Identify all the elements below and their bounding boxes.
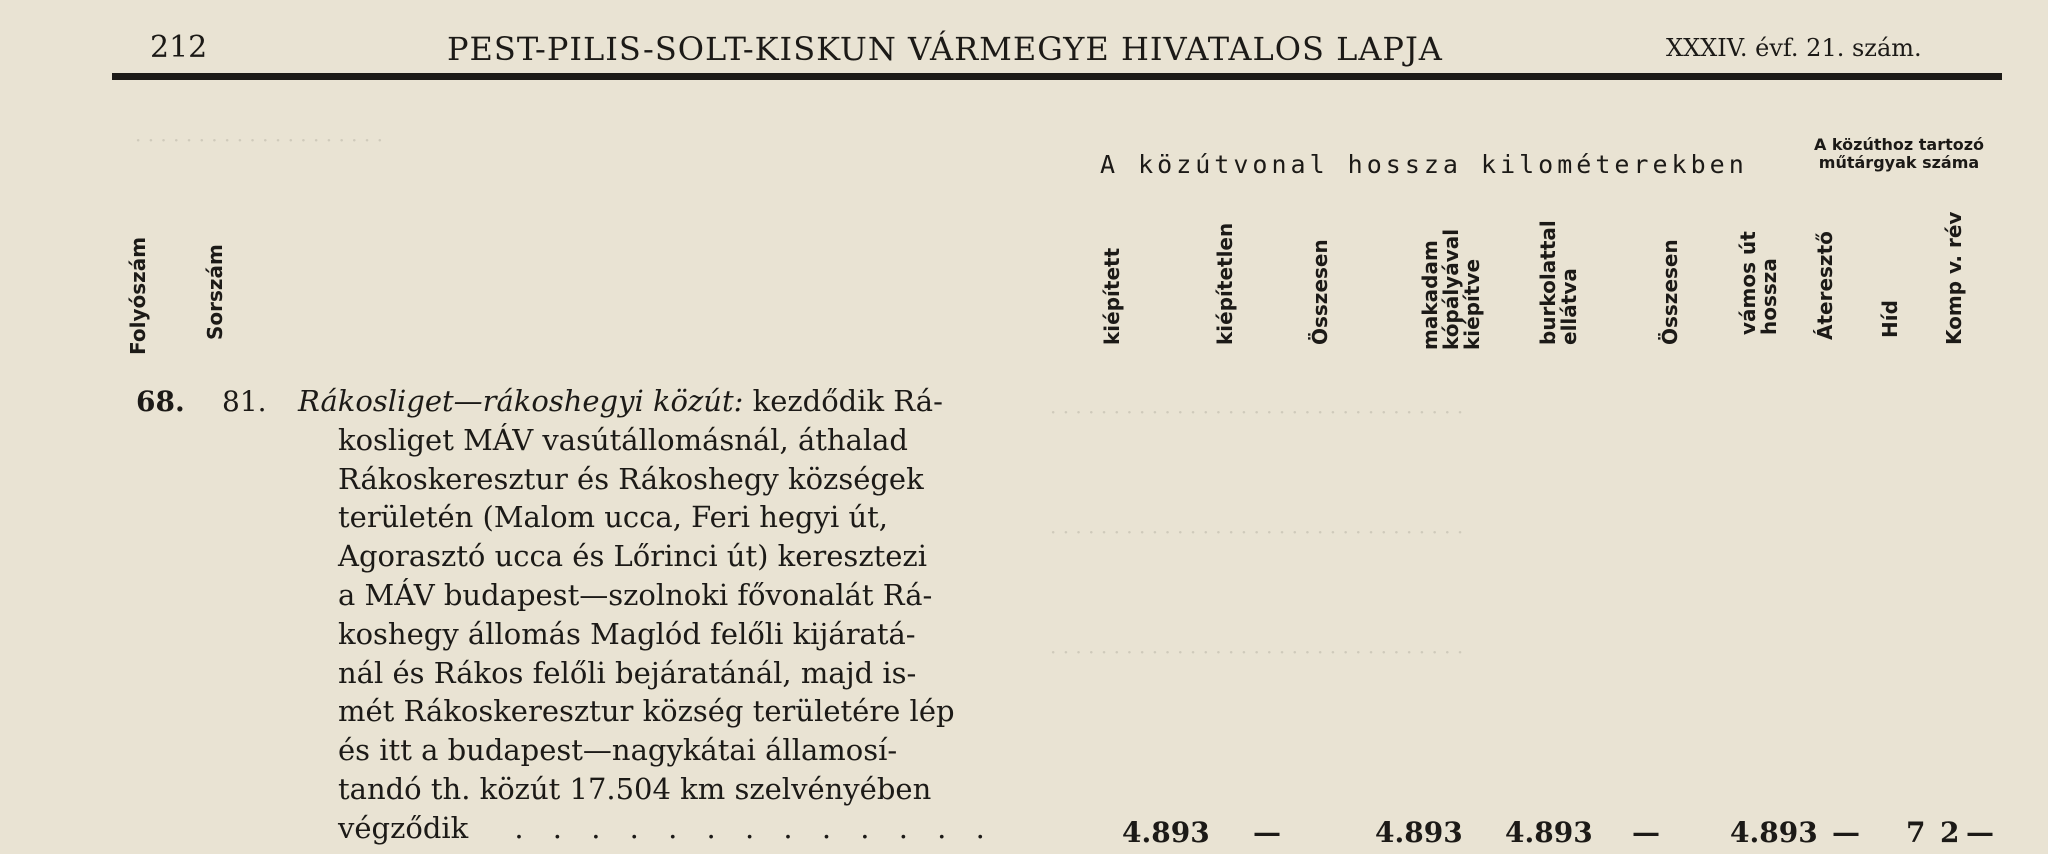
road-name: Rákosliget—rákoshegyi közút: [298,384,744,418]
issue-label: XXXIV. évf. 21. szám. [1666,34,1922,62]
entry-description [298,382,1048,848]
value-hid: 2 [1940,816,1960,849]
col-makadam-line-2: kópályával [1439,228,1463,350]
value-kiepitetlen: — [1253,816,1281,849]
leader-dots: . . . . . . . . . . . . . [514,810,995,845]
col-vamos [1738,231,1780,335]
col-kiepitett: kiépített [1100,247,1124,345]
col-folyoszam: Folyószám [126,236,150,355]
value-osszesen-1: 4.893 [1375,816,1463,849]
structures-group-title: A közúthoz tartozó műtárgyak száma [1813,135,1985,172]
entry-line: koshegy állomás Maglód felőli kijáratá- [338,616,916,651]
entry-line: mét Rákoskeresztur község területére lép [338,694,955,729]
col-osszesen-1: Összesen [1308,239,1332,345]
entry-line: Rákoskeresztur és Rákoshegy községek [338,461,924,496]
entry-line: tandó th. közút 17.504 km szelvényében [338,771,932,806]
value-burkolattal: — [1632,816,1660,849]
show-through-text: · · · · · · · · · · · · · · · · · · · · · · · · · · · · · · · · · [1050,400,1464,424]
col-makadam [1420,229,1483,350]
col-burkolattal-line-2: ellátva [1557,268,1581,345]
value-makadam: 4.893 [1505,816,1593,849]
header-rule [112,73,2002,80]
length-group-title: A közútvonal hossza kilométerekben [1100,150,1748,179]
value-komp: — [1966,816,1994,849]
col-burkolattal [1538,220,1580,345]
col-makadam-line-1: makadam [1418,240,1442,350]
entry-line: területén (Malom ucca, Feri hegyi út, [338,500,889,535]
col-vamos-line-1: vámos út [1736,231,1760,335]
col-hid: Híd [1878,300,1902,338]
show-through-text: · · · · · · · · · · · · · · · · · · · · · · · · · · · · · · · · · [1050,520,1464,544]
value-kiepitett: 4.893 [1122,816,1210,849]
col-makadam-line-3: kiépítve [1460,258,1484,350]
show-through-text: · · · · · · · · · · · · · · · · · · · · [135,128,383,152]
page-number: 212 [150,30,208,65]
col-osszesen-2: Összesen [1658,239,1682,345]
col-sorszam: Sorszám [203,244,227,340]
value-osszesen-2: 4.893 [1730,816,1818,849]
value-atereszto: 7 [1906,816,1926,849]
col-vamos-line-2: hossza [1757,258,1781,335]
entry-line: Rákosliget—rákoshegyi közút: kezdődik Rá- [298,384,943,418]
entry-folyoszam: 68. [136,385,185,418]
col-burkolattal-line-1: burkolattal [1536,220,1560,345]
entry-line: Agorasztó ucca és Lőrinci út) keresztezi [338,539,927,574]
entry-line: a MÁV budapest—szolnoki fővonalát Rá- [338,577,933,612]
col-kiepitetlen: kiépítetlen [1213,222,1237,345]
entry-sorszam: 81. [222,385,267,418]
show-through-text: · · · · · · · · · · · · · · · · · · · · · · · · · · · · · · · · · [1050,640,1464,664]
entry-line: és itt a budapest—nagykátai államosí- [338,733,898,768]
page-title: PEST-PILIS-SOLT-KISKUN VÁRMEGYE HIVATALOS LAPJA [447,30,1443,68]
entry-line: nál és Rákos felőli bejáratánál, majd is- [338,655,917,690]
col-komp: Komp v. rév [1942,211,1966,345]
entry-line: kosliget MÁV vasútállomásnál, áthalad [338,422,908,457]
col-atereszto: Áteresztő [1813,231,1837,340]
entry-line: végződik . . . . . . . . . . . . . [338,810,995,845]
value-vamos: — [1832,816,1860,849]
